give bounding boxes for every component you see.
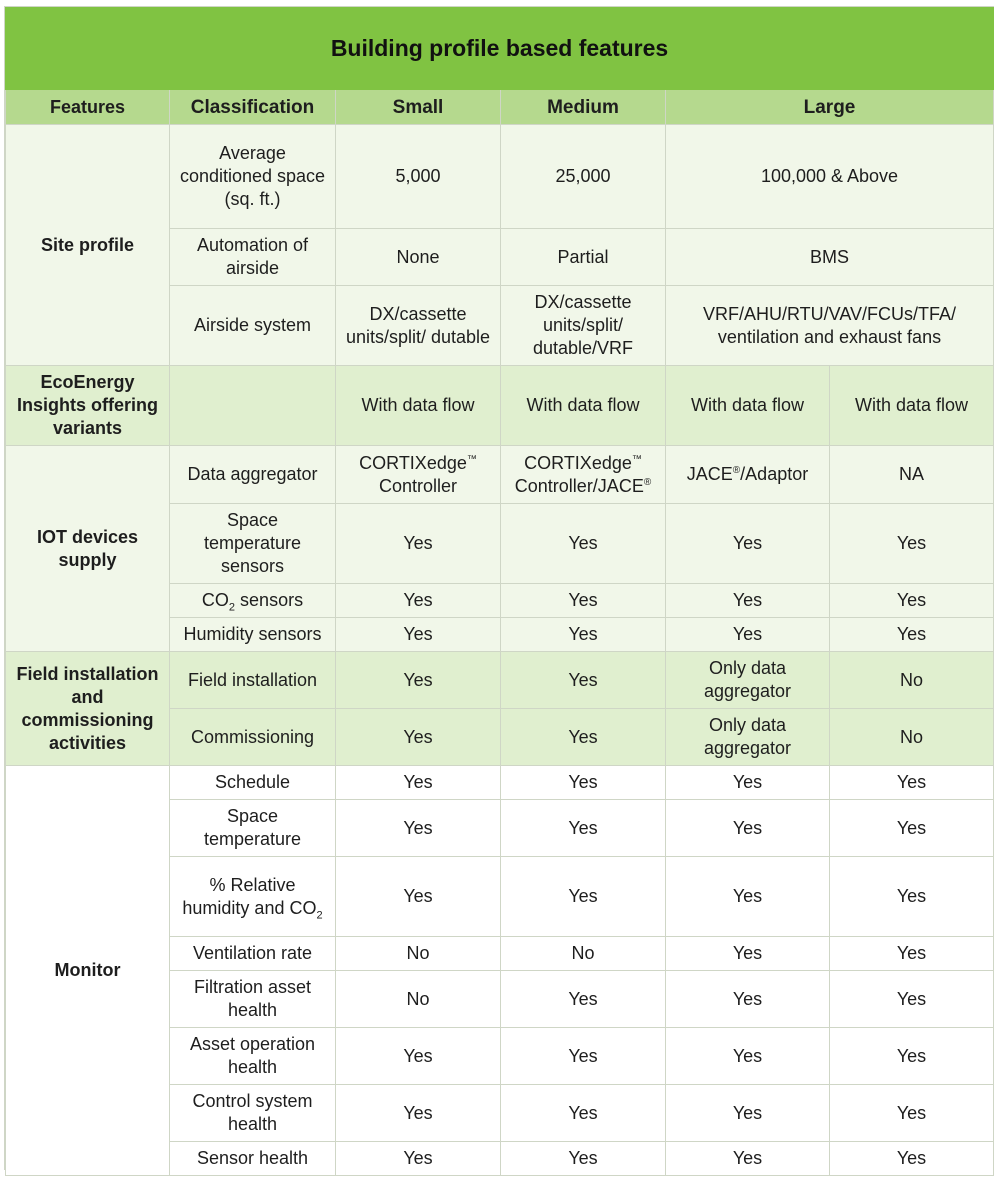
table-row — [6, 366, 994, 446]
co2-subscript: 2 — [228, 601, 236, 614]
small-cell: DX/cassette units/split/ dutable — [336, 286, 501, 366]
large-cell: Yes — [666, 766, 830, 800]
classification-cell: Data aggregator — [170, 446, 336, 504]
large-alt-cell: Yes — [830, 504, 994, 584]
trademark-mark: ™ — [466, 453, 477, 465]
medium-cell: Yes — [501, 800, 666, 857]
title-row — [6, 8, 994, 90]
small-cell: None — [336, 229, 501, 286]
large-cell: Yes — [666, 1085, 830, 1142]
large-alt-cell: Yes — [830, 766, 994, 800]
large-alt-cell: Yes — [830, 937, 994, 971]
classification-cell — [170, 584, 336, 618]
classification-cell: Control system health — [170, 1085, 336, 1142]
medium-cell: Yes — [501, 584, 666, 618]
medium-cell: Yes — [501, 766, 666, 800]
large-cell — [666, 446, 830, 504]
large-cell: 100,000 & Above — [666, 125, 994, 229]
feature-offering-variants: EcoEnergy Insights offering variants — [6, 366, 170, 446]
medium-cell: Yes — [501, 652, 666, 709]
small-cell: Yes — [336, 1142, 501, 1176]
header-large: Large — [666, 90, 994, 125]
medium-cell: Yes — [501, 504, 666, 584]
header-row — [6, 90, 994, 125]
small-cell: 5,000 — [336, 125, 501, 229]
co2-label-post: sensors — [235, 590, 304, 610]
small-cell: No — [336, 937, 501, 971]
classification-cell: Field installation — [170, 652, 336, 709]
feature-iot-devices: IOT devices supply — [6, 446, 170, 652]
large-cell: VRF/AHU/RTU/VAV/FCUs/TFA/ ventilation and exhaust fans — [666, 286, 994, 366]
classification-cell: Schedule — [170, 766, 336, 800]
table-title: Building profile based features — [6, 8, 994, 90]
feature-monitor: Monitor — [6, 766, 170, 1176]
controller-label: Controller — [378, 475, 458, 496]
small-cell: Yes — [336, 800, 501, 857]
large-cell: Only data aggregator — [666, 652, 830, 709]
co2-label-pre: CO — [201, 590, 229, 610]
classification-cell: Ventilation rate — [170, 937, 336, 971]
classification-cell: Automation of airside — [170, 229, 336, 286]
feature-field-installation: Field installation and commissioning activities — [6, 652, 170, 766]
large-alt-cell: Yes — [830, 1142, 994, 1176]
feature-site-profile: Site profile — [6, 125, 170, 366]
small-cell: With data flow — [336, 366, 501, 446]
small-cell: Yes — [336, 857, 501, 937]
large-cell: Yes — [666, 1028, 830, 1085]
classification-cell: Airside system — [170, 286, 336, 366]
classification-cell: Average conditioned space (sq. ft.) — [170, 125, 336, 229]
large-alt-cell: No — [830, 652, 994, 709]
small-cell: Yes — [336, 652, 501, 709]
large-alt-cell: Yes — [830, 618, 994, 652]
medium-cell: Yes — [501, 971, 666, 1028]
large-cell: BMS — [666, 229, 994, 286]
medium-cell: Yes — [501, 857, 666, 937]
registered-mark: ® — [732, 465, 741, 476]
small-cell: Yes — [336, 618, 501, 652]
small-cell: Yes — [336, 584, 501, 618]
cortixedge-label: CORTIXedge — [359, 452, 467, 473]
classification-cell: Space temperature sensors — [170, 504, 336, 584]
header-classification: Classification — [170, 90, 336, 125]
table-row — [6, 766, 994, 800]
classification-cell: Commissioning — [170, 709, 336, 766]
medium-cell: DX/cassette units/split/ dutable/VRF — [501, 286, 666, 366]
adaptor-label: /Adaptor — [740, 464, 809, 484]
medium-cell: No — [501, 937, 666, 971]
large-alt-cell: Yes — [830, 584, 994, 618]
large-cell: Yes — [666, 971, 830, 1028]
medium-cell: Yes — [501, 1028, 666, 1085]
medium-cell: 25,000 — [501, 125, 666, 229]
small-cell: Yes — [336, 1028, 501, 1085]
jace-label: JACE — [686, 464, 733, 484]
medium-cell: Yes — [501, 1142, 666, 1176]
large-cell: Yes — [666, 1142, 830, 1176]
medium-cell: Yes — [501, 1085, 666, 1142]
large-cell: Yes — [666, 937, 830, 971]
medium-cell — [501, 446, 666, 504]
large-cell: Yes — [666, 584, 830, 618]
large-alt-cell: No — [830, 709, 994, 766]
medium-cell: With data flow — [501, 366, 666, 446]
classification-cell: Space temperature — [170, 800, 336, 857]
header-features: Features — [6, 90, 170, 125]
large-alt-cell: With data flow — [830, 366, 994, 446]
humidity-co2-label: % Relative humidity and CO — [182, 874, 317, 918]
controller-jace-label: Controller/JACE — [514, 475, 644, 496]
cortixedge-label: CORTIXedge — [524, 452, 632, 473]
building-profile-table — [5, 7, 994, 1176]
header-medium: Medium — [501, 90, 666, 125]
large-alt-cell: NA — [830, 446, 994, 504]
large-alt-cell: Yes — [830, 1085, 994, 1142]
medium-cell: Yes — [501, 709, 666, 766]
small-cell — [336, 446, 501, 504]
classification-cell — [170, 857, 336, 937]
header-small: Small — [336, 90, 501, 125]
large-cell: Yes — [666, 504, 830, 584]
medium-cell: Yes — [501, 618, 666, 652]
classification-cell — [170, 366, 336, 446]
large-alt-cell: Yes — [830, 857, 994, 937]
large-alt-cell: Yes — [830, 800, 994, 857]
classification-cell: Filtration asset health — [170, 971, 336, 1028]
classification-cell: Humidity sensors — [170, 618, 336, 652]
large-cell: Yes — [666, 857, 830, 937]
large-cell: With data flow — [666, 366, 830, 446]
small-cell: Yes — [336, 709, 501, 766]
small-cell: No — [336, 971, 501, 1028]
large-alt-cell: Yes — [830, 971, 994, 1028]
table-row — [6, 446, 994, 504]
registered-mark: ® — [643, 476, 652, 488]
large-cell: Yes — [666, 800, 830, 857]
table-row — [6, 125, 994, 229]
classification-cell: Sensor health — [170, 1142, 336, 1176]
small-cell: Yes — [336, 1085, 501, 1142]
trademark-mark: ™ — [631, 453, 642, 465]
small-cell: Yes — [336, 766, 501, 800]
large-cell: Yes — [666, 618, 830, 652]
large-cell: Only data aggregator — [666, 709, 830, 766]
medium-cell: Partial — [501, 229, 666, 286]
co2-subscript: 2 — [316, 909, 323, 922]
feature-table-frame — [4, 6, 994, 1170]
large-alt-cell: Yes — [830, 1028, 994, 1085]
small-cell: Yes — [336, 504, 501, 584]
classification-cell: Asset operation health — [170, 1028, 336, 1085]
table-row — [6, 652, 994, 709]
